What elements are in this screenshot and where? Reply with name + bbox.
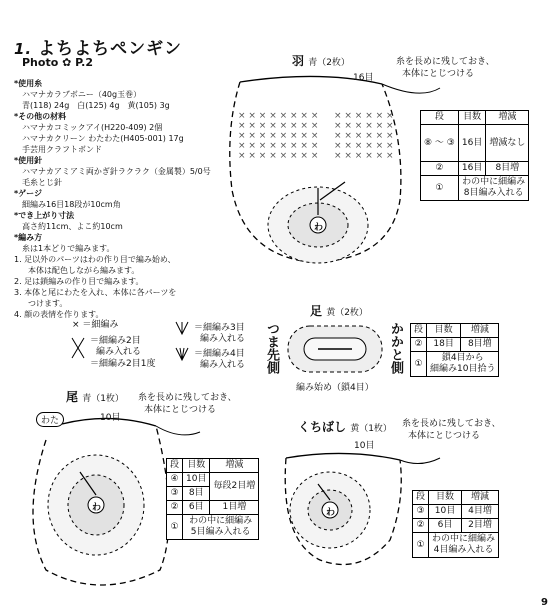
tail-count: 10目 bbox=[100, 413, 121, 423]
foot-diagram bbox=[288, 326, 382, 372]
legend-sc: × ＝細編み bbox=[72, 320, 119, 330]
beak-stitch-table: 段 目数 増減 ③ 10目 4目増 ② 6目 2目増 ① わの中に細編み 4目編み入れる bbox=[412, 490, 499, 558]
svg-text:× × × × × × × ×: × × × × × × × × bbox=[238, 151, 319, 161]
beak-center-ring: わ bbox=[326, 508, 336, 518]
svg-text:× × × × × ×: × × × × × × bbox=[334, 151, 394, 161]
legend-sc2inc-b: 編み入れる bbox=[96, 347, 142, 357]
other-line: ハマナカクリーン わたわた(H405-001) 17g bbox=[22, 134, 184, 143]
tail-center-ring: わ bbox=[92, 503, 102, 513]
needle-heading: *使用針 bbox=[14, 156, 43, 165]
method-line: 糸は1本どりで編みます。 bbox=[22, 244, 115, 253]
foot-heel-label: かかと側 bbox=[388, 322, 403, 374]
svg-text:× × × × × × × ×: × × × × × × × × bbox=[238, 111, 319, 121]
tail-title: 尾 青（1枚） bbox=[66, 390, 124, 404]
legend-sc4inc-b: 編み入れる bbox=[200, 360, 246, 370]
svg-text:× × × × × ×: × × × × × × bbox=[334, 131, 394, 141]
size-line: 高さ約11cm、よこ約10cm bbox=[22, 222, 123, 231]
needle-line: ハマナカアミアミ両かぎ針ラクラク（金属製）5/0号 bbox=[22, 167, 211, 176]
gauge-line: 細編み16目18段が10cm角 bbox=[22, 200, 121, 209]
method-line: 2. 足は鎖編みの作り目で編みます。 bbox=[14, 277, 144, 286]
other-heading: *その他の材料 bbox=[14, 112, 67, 121]
tail-stuffing-label: わた bbox=[36, 412, 64, 427]
beak-note-1: 糸を長めに残しておき、 bbox=[402, 419, 501, 429]
method-line: 3. 本体と尾にわたを入れ、本体に各パーツを bbox=[14, 288, 177, 297]
svg-text:× × × × × ×: × × × × × × bbox=[334, 111, 394, 121]
method-line: つけます。 bbox=[28, 299, 68, 308]
method-line: 4. 顔の表情を作ります。 bbox=[14, 310, 104, 319]
needle-line: 毛糸とじ針 bbox=[22, 178, 62, 187]
legend-sc2dec: ＝細編み2目1度 bbox=[90, 359, 156, 369]
pattern-name: よちよちペンギン bbox=[38, 39, 182, 59]
wing-title: 羽 青（2枚） bbox=[292, 54, 350, 68]
wing-count: 16目 bbox=[353, 73, 374, 83]
beak-note-2: 本体にとじつける bbox=[408, 431, 481, 441]
beak-count: 10目 bbox=[354, 441, 375, 451]
method-line: 1. 足以外のパーツはわの作り目で編み始め、 bbox=[14, 255, 176, 264]
foot-start-label: 編み始め（鎖4目） bbox=[296, 383, 374, 393]
svg-text:× × × × × × × ×: × × × × × × × × bbox=[238, 131, 319, 141]
gauge-heading: *ゲージ bbox=[14, 189, 43, 198]
tail-note-2: 本体にとじつける bbox=[144, 405, 217, 415]
wing-center-ring: わ bbox=[314, 223, 324, 233]
method-heading: *編み方 bbox=[14, 233, 43, 242]
wing-stitch-table: 段 目数 増減 ⑧ 〜 ③ 16目 増減なし ② 16目 8目増 ① わの中に細編み 8目編み入れる bbox=[420, 110, 529, 201]
other-line: ハマナカコミックアイ(H220-409) 2個 bbox=[22, 123, 163, 132]
tail-stitch-table: 段 目数 増減 ④ 10目 毎段2目増 ③ 8目 ② 6目 1目増 ① わの中に細編み 5目編み入れる bbox=[166, 458, 259, 540]
photo-reference: Photo ✿ P.2 bbox=[22, 56, 94, 69]
yarn-line: 青(118) 24g 白(125) 4g 黄(105) 3g bbox=[22, 101, 170, 110]
legend-sc3inc: ＝細編み3目 bbox=[194, 323, 245, 333]
svg-text:× × × × × ×: × × × × × × bbox=[334, 141, 394, 151]
pattern-number: 1. bbox=[14, 40, 33, 58]
foot-title: 足 黄（2枚） bbox=[310, 304, 368, 318]
foot-stitch-table: 段 目数 増減 ② 18目 8目増 ① 鎖4目から 細編み10目拾う bbox=[410, 323, 499, 377]
yarn-line: ハマナカラブボニー（40g玉巻） bbox=[22, 90, 142, 99]
legend-sc3inc-b: 編み入れる bbox=[200, 334, 246, 344]
tail-note-1: 糸を長めに残しておき、 bbox=[138, 393, 237, 403]
svg-text:× × × × × × × ×: × × × × × × × × bbox=[238, 141, 319, 151]
other-line: 手芸用クラフトボンド bbox=[22, 145, 102, 154]
beak-title: くちばし 黄（1枚） bbox=[298, 420, 392, 434]
svg-text:× × × × × × × ×: × × × × × × × × bbox=[238, 121, 319, 131]
legend-sc2inc: ＝細編み2目 bbox=[90, 336, 141, 346]
wing-stitch-grid bbox=[238, 111, 394, 161]
size-heading: *でき上がり寸法 bbox=[14, 211, 75, 220]
foot-toe-label: つま先側 bbox=[264, 322, 279, 374]
wing-note-2: 本体にとじつける bbox=[402, 69, 475, 79]
wing-note-1: 糸を長めに残しておき、 bbox=[396, 57, 495, 67]
wing-diagram bbox=[230, 76, 440, 263]
method-line: 本体は配色しながら編みます。 bbox=[28, 266, 140, 275]
legend-sc4inc: ＝細編み4目 bbox=[194, 349, 245, 359]
page-number: 9 bbox=[541, 597, 548, 608]
svg-text:× × × × × ×: × × × × × × bbox=[334, 121, 394, 131]
yarn-heading: *使用糸 bbox=[14, 79, 43, 88]
